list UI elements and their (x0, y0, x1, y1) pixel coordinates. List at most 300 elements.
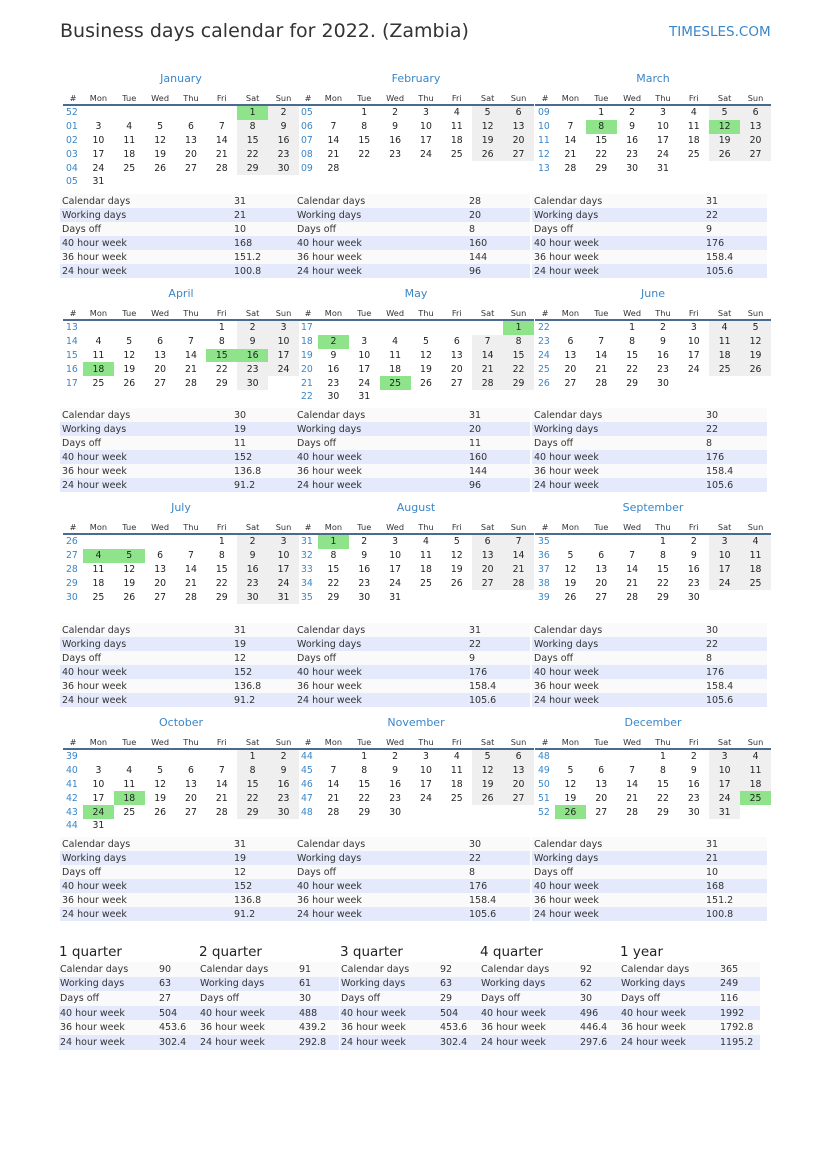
summary-value: 31 (467, 623, 530, 637)
day-cell: 1 (503, 320, 534, 335)
week-number: 24 (538, 349, 550, 361)
day-cell: 26 (740, 362, 771, 376)
day-cell: 7 (187, 550, 194, 562)
day-cell: 18 (740, 778, 771, 792)
day-cell: 4 (392, 336, 399, 348)
week-row (535, 563, 771, 577)
week-number: 05 (301, 107, 313, 119)
summary-row (59, 991, 199, 1006)
day-cell: 2 (318, 335, 349, 349)
summary-label: Calendar days (532, 194, 704, 208)
summary-label: Calendar days (295, 623, 467, 637)
summary-label: Calendar days (60, 408, 232, 422)
summary-value: 31 (704, 837, 767, 851)
week-number: 12 (538, 148, 550, 160)
day-cell: 23 (687, 792, 700, 804)
week-number: 13 (66, 322, 78, 334)
month-name: October (158, 716, 204, 729)
month-calendar (535, 72, 771, 175)
weekday-header: Sun (503, 735, 534, 749)
weekday-header: Sat (237, 735, 268, 749)
day-cell: 27 (450, 377, 463, 389)
summary-label: Working days (480, 977, 579, 992)
summary-value: 168 (232, 236, 295, 250)
day-cell: 26 (472, 791, 503, 805)
day-cell: 4 (95, 336, 102, 348)
weekday-header: Wed (617, 306, 648, 320)
day-cell: 25 (380, 376, 411, 390)
day-cell: 20 (450, 363, 463, 375)
day-cell: 17 (268, 349, 299, 363)
week-number: 49 (538, 765, 550, 777)
week-row (63, 362, 299, 376)
summary-value: 105.6 (704, 264, 767, 278)
summary-row (532, 408, 767, 422)
summary-value: 22 (704, 422, 767, 436)
day-cell: 8 (361, 121, 368, 133)
week-number: 41 (66, 778, 78, 790)
day-cell: 14 (215, 778, 228, 790)
day-cell: 3 (690, 322, 697, 334)
summary-row (340, 962, 480, 977)
summary-label: Working days (295, 208, 467, 222)
summary-value: 446.4 (579, 1020, 620, 1035)
summary-label: 40 hour week (199, 1006, 298, 1021)
week-number: 20 (301, 363, 313, 375)
day-cell: 3 (659, 107, 666, 119)
week-number: 11 (538, 134, 550, 146)
summary-row (295, 450, 530, 464)
day-cell: 8 (237, 120, 268, 134)
summary-value: 158.4 (467, 893, 530, 907)
month-calendar (298, 501, 534, 604)
day-cell: 11 (740, 764, 771, 778)
weekday-header: Fri (678, 306, 709, 320)
week-number: 36 (538, 550, 550, 562)
weekday-header: Tue (114, 735, 145, 749)
day-cell: 1 (218, 536, 225, 548)
day-cell: 17 (92, 148, 105, 160)
week-number: 39 (538, 591, 550, 603)
summary-label: 24 hour week (480, 1035, 579, 1050)
weekday-header: Tue (349, 91, 380, 105)
summary-row (59, 1035, 199, 1050)
summary-value: 30 (579, 991, 620, 1006)
week-number: 03 (66, 148, 78, 160)
day-cell: 18 (389, 363, 402, 375)
day-cell: 7 (330, 121, 337, 133)
day-cell: 30 (687, 591, 700, 603)
summary-label: Working days (60, 637, 232, 651)
day-cell: 13 (185, 134, 197, 146)
day-cell: 16 (268, 778, 299, 792)
day-cell: 20 (740, 134, 771, 148)
day-cell: 10 (358, 349, 371, 361)
week-row (298, 563, 534, 577)
day-cell (114, 749, 145, 764)
day-cell: 10 (389, 550, 402, 562)
day-cell (740, 805, 771, 819)
day-cell: 30 (237, 376, 268, 390)
summary-row (60, 194, 295, 208)
day-cell (268, 175, 299, 189)
day-cell: 19 (154, 792, 167, 804)
day-cell: 14 (185, 563, 197, 575)
summary-label: Calendar days (295, 194, 467, 208)
weekday-header: Sun (740, 520, 771, 534)
quarter-summary (340, 962, 480, 1050)
day-cell: 2 (237, 534, 268, 549)
summary-value: 11 (232, 436, 295, 450)
day-cell: 18 (92, 577, 105, 589)
day-cell: 21 (327, 792, 340, 804)
day-cell: 18 (114, 791, 145, 805)
day-cell: 17 (268, 563, 299, 577)
day-cell: 29 (237, 805, 268, 819)
day-cell: 12 (472, 764, 503, 778)
day-cell (411, 390, 442, 404)
summary-label: 36 hour week (532, 250, 704, 264)
summary-label: Days off (532, 436, 704, 450)
day-cell: 21 (215, 792, 228, 804)
week-row (298, 362, 534, 376)
summary-value: 152 (232, 450, 295, 464)
day-cell (145, 749, 176, 764)
day-cell: 19 (450, 563, 463, 575)
summary-label: 40 hour week (60, 450, 232, 464)
month-calendar (535, 287, 771, 390)
day-cell: 15 (358, 134, 371, 146)
summary-row (532, 637, 767, 651)
weekday-header: # (298, 91, 318, 105)
weekday-header: Fri (441, 91, 472, 105)
day-cell: 17 (389, 563, 402, 575)
weekday-header: Thu (176, 306, 207, 320)
summary-value: 22 (467, 637, 530, 651)
day-cell: 30 (237, 590, 268, 604)
summary-label: Calendar days (620, 962, 719, 977)
day-cell: 26 (123, 377, 136, 389)
day-cell: 16 (389, 134, 402, 146)
quarter-title: 4 quarter (480, 944, 543, 960)
summary-row (60, 208, 295, 222)
summary-value: 151.2 (232, 250, 295, 264)
day-cell: 18 (450, 778, 463, 790)
week-row (535, 778, 771, 792)
day-cell: 4 (740, 749, 771, 764)
summary-label: Days off (60, 436, 232, 450)
month-name: April (168, 287, 194, 300)
week-number: 09 (301, 162, 313, 174)
summary-label: 36 hour week (295, 679, 467, 693)
weekday-header: Wed (617, 520, 648, 534)
day-cell: 8 (218, 550, 225, 562)
weekday-header: Sun (268, 91, 299, 105)
quarter-summary (199, 962, 339, 1050)
day-cell (268, 819, 299, 833)
summary-value: 152 (232, 879, 295, 893)
summary-row (295, 422, 530, 436)
week-number: 02 (66, 134, 78, 146)
week-number: 19 (301, 349, 313, 361)
weekday-header: Thu (648, 735, 679, 749)
summary-row (199, 1020, 339, 1035)
weekday-header: Sat (709, 520, 740, 534)
weekday-header: Wed (145, 735, 176, 749)
summary-row (532, 250, 767, 264)
day-cell: 6 (472, 534, 503, 549)
day-cell: 7 (218, 121, 225, 133)
week-row (298, 147, 534, 161)
week-row (535, 764, 771, 778)
day-cell: 13 (154, 349, 167, 361)
week-row (63, 161, 299, 175)
month-name: July (171, 501, 191, 514)
summary-value: 22 (467, 851, 530, 865)
summary-label: 24 hour week (295, 478, 467, 492)
week-row (298, 576, 534, 590)
month-calendar (63, 716, 299, 833)
summary-row (340, 1020, 480, 1035)
summary-value: 176 (704, 665, 767, 679)
summary-value: 160 (467, 236, 530, 250)
day-cell: 4 (740, 534, 771, 549)
day-cell: 9 (330, 349, 337, 361)
day-cell (83, 105, 114, 120)
weekday-header: # (63, 91, 83, 105)
day-cell: 12 (420, 349, 432, 361)
day-cell: 28 (503, 576, 534, 590)
summary-value: 1195.2 (719, 1035, 760, 1050)
day-cell: 3 (422, 107, 429, 119)
summary-value: 488 (298, 1006, 339, 1021)
weekday-header: Sat (709, 306, 740, 320)
weekday-header: Mon (318, 306, 349, 320)
week-number: 44 (66, 820, 78, 832)
summary-value: 105.6 (467, 907, 530, 921)
brand-link[interactable]: TIMESLES.COM (669, 24, 771, 40)
summary-value: 31 (232, 194, 295, 208)
weekday-header: Fri (441, 306, 472, 320)
day-cell (555, 320, 586, 335)
summary-row (59, 977, 199, 992)
day-cell: 19 (123, 577, 136, 589)
summary-row (532, 837, 767, 851)
day-cell: 7 (218, 765, 225, 777)
day-cell: 24 (389, 577, 402, 589)
summary-row (295, 851, 530, 865)
summary-value: 21 (704, 851, 767, 865)
day-cell: 11 (92, 563, 105, 575)
summary-row (532, 208, 767, 222)
day-cell: 11 (389, 349, 402, 361)
day-cell: 30 (268, 161, 299, 175)
week-row (298, 778, 534, 792)
summary-value: 10 (232, 222, 295, 236)
day-cell: 20 (595, 792, 608, 804)
summary-label: 36 hour week (620, 1020, 719, 1035)
day-cell: 21 (215, 148, 228, 160)
summary-label: Days off (620, 991, 719, 1006)
summary-value: 62 (579, 977, 620, 992)
summary-label: 40 hour week (532, 450, 704, 464)
summary-value: 504 (439, 1006, 480, 1021)
weekday-header: Sat (472, 91, 503, 105)
day-cell: 25 (420, 577, 432, 589)
summary-value: 100.8 (232, 264, 295, 278)
day-cell: 5 (157, 121, 164, 133)
day-cell: 27 (595, 806, 608, 818)
day-cell: 9 (237, 549, 268, 563)
day-cell: 16 (389, 778, 402, 790)
week-number: 30 (66, 591, 78, 603)
month-calendar (63, 287, 299, 390)
weekday-header: Fri (206, 306, 237, 320)
day-cell: 24 (268, 576, 299, 590)
day-cell: 28 (185, 377, 197, 389)
weekday-header: Fri (441, 735, 472, 749)
day-cell: 4 (453, 751, 460, 763)
summary-label: Days off (480, 991, 579, 1006)
day-cell: 1 (659, 536, 666, 548)
day-cell: 20 (472, 563, 503, 577)
day-cell: 16 (626, 134, 639, 146)
week-row (298, 105, 534, 120)
summary-value: 91.2 (232, 693, 295, 707)
week-number: 38 (538, 577, 550, 589)
summary-row (532, 679, 767, 693)
day-cell (380, 161, 411, 175)
week-row (298, 335, 534, 349)
month-grid (535, 91, 771, 175)
day-cell: 19 (154, 148, 167, 160)
summary-label: 36 hour week (199, 1020, 298, 1035)
day-cell: 5 (709, 105, 740, 120)
day-cell: 8 (503, 335, 534, 349)
day-cell: 27 (185, 162, 197, 174)
summary-row (340, 977, 480, 992)
day-cell: 26 (420, 377, 432, 389)
weekday-header: Fri (678, 735, 709, 749)
day-cell (83, 749, 114, 764)
day-cell: 17 (420, 134, 432, 146)
weekday-header: Fri (678, 91, 709, 105)
day-cell: 22 (503, 362, 534, 376)
week-row (298, 390, 534, 404)
summary-value: 30 (704, 408, 767, 422)
day-cell (678, 161, 709, 175)
summary-label: 24 hour week (295, 264, 467, 278)
day-cell (709, 161, 740, 175)
day-cell: 20 (564, 363, 577, 375)
week-number: 43 (66, 806, 78, 818)
week-row (63, 134, 299, 148)
week-number: 23 (538, 336, 550, 348)
day-cell: 15 (206, 349, 237, 363)
summary-row (60, 436, 295, 450)
day-cell: 12 (740, 335, 771, 349)
day-cell: 26 (555, 805, 586, 819)
weekday-header: Wed (380, 306, 411, 320)
quarter-title: 1 year (620, 944, 663, 960)
day-cell (472, 161, 503, 175)
day-cell: 1 (598, 107, 605, 119)
day-cell: 25 (92, 377, 105, 389)
summary-row (620, 1006, 760, 1021)
week-number: 10 (538, 121, 550, 133)
day-cell: 25 (740, 576, 771, 590)
summary-value: 496 (579, 1006, 620, 1021)
day-cell: 9 (268, 120, 299, 134)
summary-label: Working days (295, 422, 467, 436)
weekday-header: Tue (586, 735, 617, 749)
summary-value: 136.8 (232, 679, 295, 693)
day-cell: 18 (740, 563, 771, 577)
day-cell: 11 (92, 349, 105, 361)
day-cell (349, 161, 380, 175)
week-row (535, 362, 771, 376)
week-row (535, 805, 771, 819)
week-row (298, 376, 534, 390)
summary-label: 24 hour week (295, 693, 467, 707)
summary-label: Days off (532, 865, 704, 879)
day-cell: 3 (95, 121, 102, 133)
month-summary (295, 408, 530, 492)
day-cell: 9 (629, 121, 636, 133)
day-cell: 28 (327, 806, 340, 818)
month-summary (532, 408, 767, 492)
day-cell: 10 (687, 336, 700, 348)
summary-row (199, 1035, 339, 1050)
weekday-header: Thu (411, 306, 442, 320)
day-cell: 16 (237, 563, 268, 577)
day-cell: 28 (626, 806, 639, 818)
weekday-header: Tue (586, 91, 617, 105)
week-number: 46 (301, 778, 313, 790)
summary-row (295, 222, 530, 236)
week-number: 16 (66, 363, 78, 375)
day-cell (145, 320, 176, 335)
day-cell: 21 (327, 148, 340, 160)
day-cell: 24 (709, 576, 740, 590)
day-cell: 25 (740, 791, 771, 805)
day-cell (268, 376, 299, 390)
day-cell: 29 (237, 161, 268, 175)
day-cell: 20 (185, 148, 197, 160)
summary-label: Calendar days (480, 962, 579, 977)
day-cell: 17 (358, 363, 371, 375)
month-grid (535, 520, 771, 604)
day-cell: 15 (215, 563, 228, 575)
month-summary (295, 837, 530, 921)
day-cell (380, 320, 411, 335)
week-row (298, 320, 534, 335)
day-cell: 14 (626, 778, 639, 790)
summary-value: 63 (439, 977, 480, 992)
day-cell: 5 (157, 765, 164, 777)
day-cell: 25 (450, 148, 463, 160)
weekday-header: Sun (268, 735, 299, 749)
summary-label: Calendar days (532, 837, 704, 851)
summary-value: 19 (232, 637, 295, 651)
weekday-header: Sun (503, 91, 534, 105)
day-cell: 12 (154, 134, 167, 146)
week-row (63, 349, 299, 363)
month-grid (298, 306, 534, 404)
summary-row (295, 665, 530, 679)
weekday-header: Thu (648, 520, 679, 534)
summary-label: 40 hour week (532, 665, 704, 679)
